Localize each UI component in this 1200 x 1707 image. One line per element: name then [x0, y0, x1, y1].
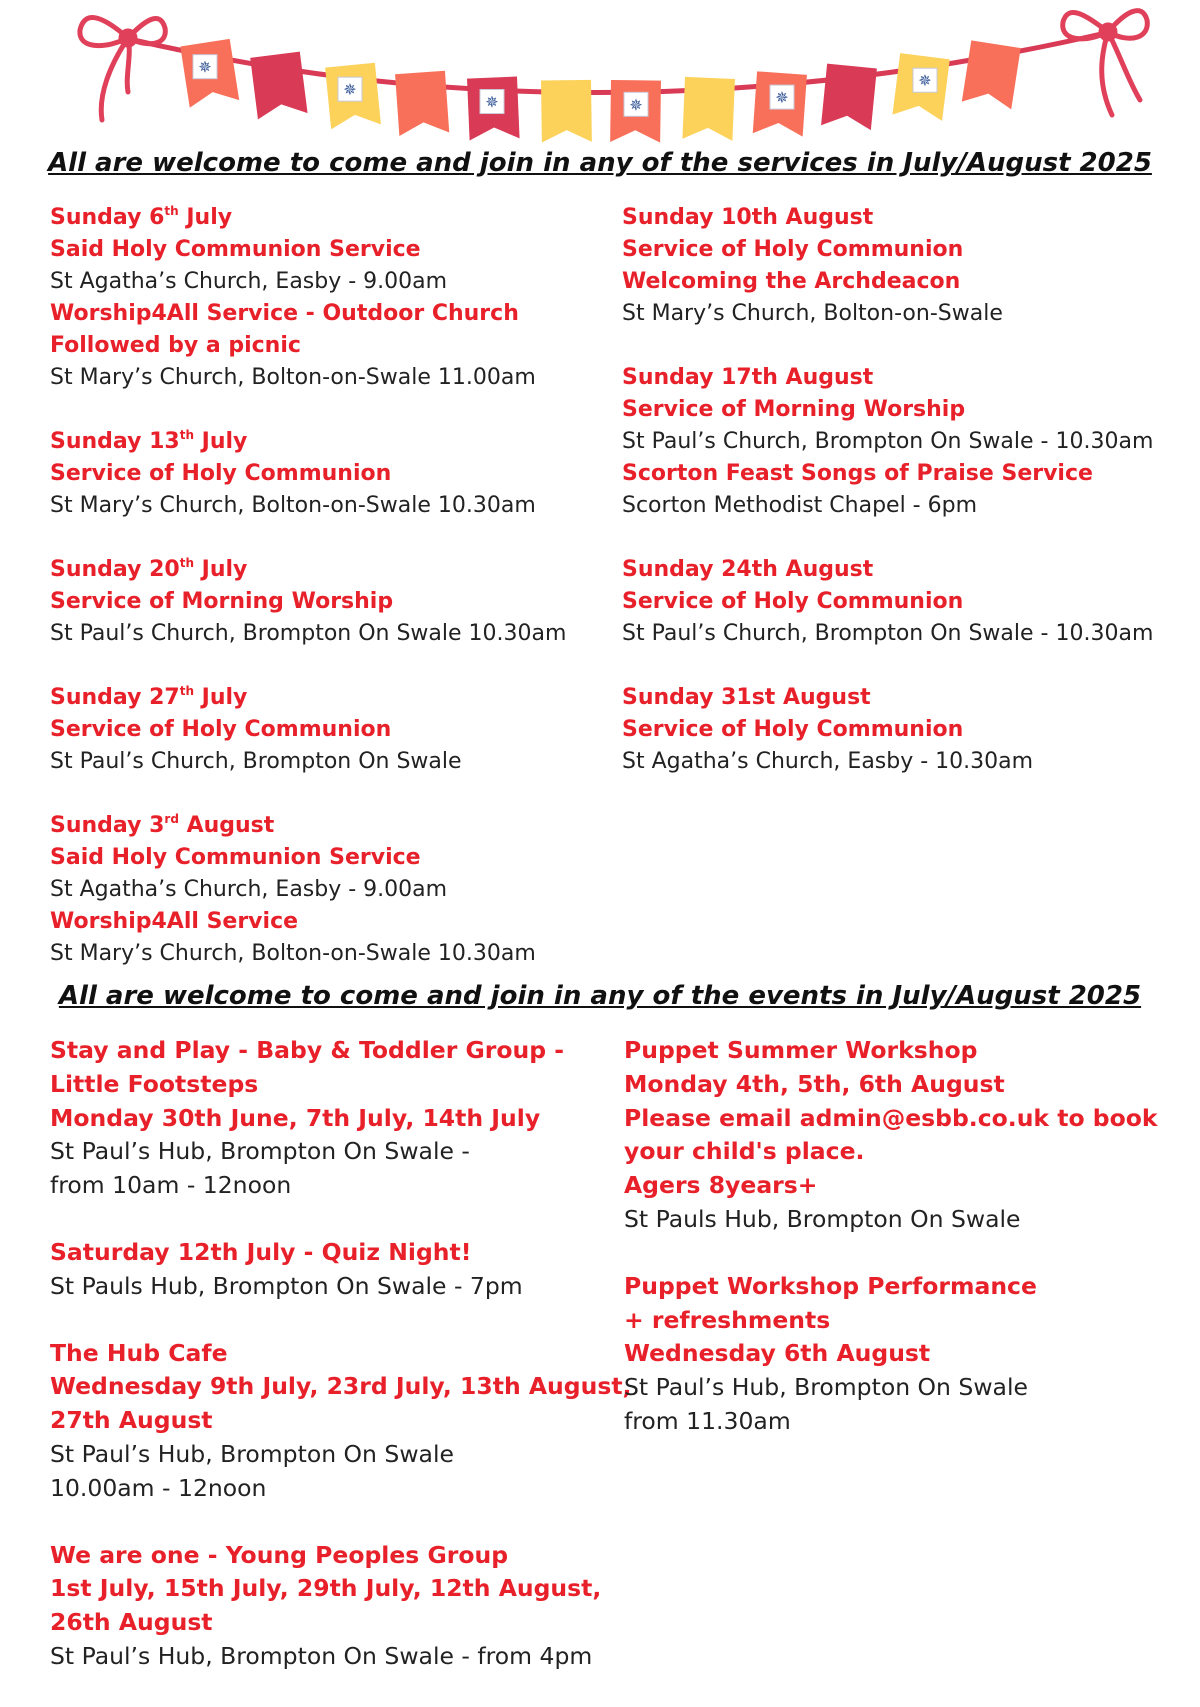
listing-entry [50, 682, 566, 778]
listing-detail-line: 10.00am - 12noon [50, 1473, 267, 1502]
listing-title-line: Sunday 31st August [622, 685, 871, 710]
bunting-flag [962, 40, 1021, 109]
events-right-column [624, 1034, 1158, 1472]
listing-title-line: Wednesday 6th August [624, 1339, 931, 1368]
flag-emblem-glyph: ✵ [485, 92, 499, 112]
listing-detail-line: St Mary’s Church, Bolton-on-Swale 10.30am [50, 493, 536, 518]
listing-entry [622, 682, 1153, 778]
listing-detail-line: St Paul’s Church, Brompton On Swale - 10.30am [622, 621, 1154, 646]
listing-title-line: Said Holy Communion Service [50, 237, 421, 262]
listing-title-line: Worship4All Service [50, 909, 299, 934]
listing-detail-line: Scorton Methodist Chapel - 6pm [622, 493, 978, 518]
listing-title-line: Followed by a picnic [50, 333, 301, 358]
flag-emblem-glyph: ✵ [629, 95, 643, 115]
listing-detail-line: from 11.30am [624, 1406, 791, 1435]
bunting-banner [0, 0, 1200, 150]
ordinal-suffix: rd [164, 812, 179, 826]
listing-title-line: Sunday 10th August [622, 205, 874, 230]
listing-title-line: Service of Morning Worship [622, 397, 966, 422]
listing-detail-line: St Paul’s Church, Brompton On Swale [50, 749, 462, 774]
listing-detail-line: St Mary’s Church, Bolton-on-Swale [622, 301, 1003, 326]
listing-entry [50, 202, 566, 394]
listing-detail-line: St Paul’s Church, Brompton On Swale 10.30am [50, 621, 567, 646]
listing-detail-line: St Paul’s Hub, Brompton On Swale [50, 1439, 454, 1468]
flag-emblem-glyph: ✵ [775, 88, 789, 108]
listing-detail-line: St Pauls Hub, Brompton On Swale [624, 1204, 1021, 1233]
ribbon-bow-icon [80, 18, 165, 120]
listing-entry [50, 1034, 631, 1203]
flag-emblem-glyph: ✵ [198, 57, 212, 77]
ordinal-suffix: th [164, 204, 179, 218]
bunting-flag [250, 52, 307, 120]
listing-title-line: Monday 4th, 5th, 6th August [624, 1069, 1005, 1098]
flag-emblem-glyph: ✵ [343, 80, 357, 100]
listing-title-line: We are one - Young Peoples Group [50, 1540, 509, 1569]
listing-entry [624, 1270, 1158, 1439]
events-left-column [50, 1034, 631, 1707]
listing-detail-line: from 10am - 12noon [50, 1171, 292, 1200]
listing-title-line: Service of Holy Communion [50, 717, 392, 742]
listing-detail-line: St Mary’s Church, Bolton-on-Swale 11.00am [50, 365, 536, 390]
listing-title-line: Worship4All Service - Outdoor Church [50, 301, 519, 326]
listing-entry [50, 1236, 631, 1304]
listing-detail-line: St Mary’s Church, Bolton-on-Swale 10.30am [50, 941, 536, 966]
listing-title-line: Service of Morning Worship [50, 589, 394, 614]
ribbon-bow-icon [1063, 11, 1148, 115]
listing-entry [50, 1539, 631, 1674]
listing-title-line: Stay and Play - Baby & Toddler Group - [50, 1036, 564, 1064]
listing-title-line: Wednesday 9th July, 23rd July, 13th August, [50, 1372, 632, 1401]
listing-entry [622, 202, 1153, 330]
listing-entry [50, 1337, 631, 1506]
listing-detail-line: St Paul’s Hub, Brompton On Swale [624, 1373, 1028, 1402]
listing-detail-line: St Paul’s Hub, Brompton On Swale - from 4pm [50, 1641, 593, 1670]
listing-entry [622, 362, 1153, 522]
listing-entry [50, 554, 566, 650]
listing-title-line: Little Footsteps [50, 1069, 259, 1098]
listing-entry [622, 554, 1153, 650]
listing-title-line: Service of Holy Communion [50, 461, 392, 486]
listing-detail-line: St Agatha’s Church, Easby - 9.00am [50, 269, 448, 294]
listing-detail-line: St Paul’s Hub, Brompton On Swale - [50, 1137, 470, 1166]
ordinal-suffix: th [179, 556, 194, 570]
listing-title-line: Sunday 20th July [50, 556, 248, 582]
listing-detail-line: St Agatha’s Church, Easby - 10.30am [622, 749, 1034, 774]
listing-title-line: Saturday 12th July - Quiz Night! [50, 1237, 472, 1266]
listing-title-line: Monday 30th June, 7th July, 14th July [50, 1103, 541, 1132]
listing-title-line: Sunday 6th July [50, 204, 233, 230]
listing-detail-line: St Paul’s Church, Brompton On Swale - 10.30am [622, 429, 1154, 454]
listing-title-line: Scorton Feast Songs of Praise Service [622, 461, 1093, 486]
services-right-column [622, 202, 1153, 810]
ordinal-suffix: th [179, 428, 194, 442]
listing-title-line: Sunday 3rd August [50, 812, 275, 838]
listing-entry [50, 426, 566, 522]
listing-title-line: Said Holy Communion Service [50, 845, 421, 870]
listing-title-line: Puppet Summer Workshop [624, 1036, 978, 1064]
listing-title-line: Service of Holy Communion [622, 589, 964, 614]
listing-title-line: Please email admin@esbb.co.uk to book [624, 1103, 1158, 1132]
ordinal-suffix: th [179, 684, 194, 698]
listing-title-line: 27th August [50, 1406, 213, 1435]
listing-title-line: your child's place. [624, 1137, 865, 1166]
bunting-flag [682, 77, 735, 141]
listing-title-line: Puppet Workshop Performance [624, 1271, 1037, 1300]
listing-title-line: Welcoming the Archdeacon [622, 269, 961, 294]
listing-title-line: Sunday 27th July [50, 684, 248, 710]
listing-detail-line: St Agatha’s Church, Easby - 9.00am [50, 877, 448, 902]
listing-title-line: 26th August [50, 1608, 213, 1637]
listing-title-line: Agers 8years+ [624, 1171, 818, 1200]
listing-detail-line: St Pauls Hub, Brompton On Swale - 7pm [50, 1271, 523, 1300]
events-heading: All are welcome to come and join in any of the events in July/August 2025 [58, 981, 1142, 1011]
listing-entry [624, 1034, 1158, 1237]
bunting-flag [395, 71, 449, 136]
listing-title-line: Service of Holy Communion [622, 717, 964, 742]
bunting-flag [541, 80, 592, 143]
listing-entry [50, 810, 566, 970]
services-left-column [50, 202, 566, 1002]
flag-emblem-glyph: ✵ [918, 71, 932, 91]
listing-title-line: The Hub Cafe [50, 1338, 228, 1367]
listing-title-line: Sunday 24th August [622, 557, 874, 582]
bunting-flag [821, 64, 877, 131]
listing-title-line: Sunday 17th August [622, 365, 874, 390]
listing-title-line: + refreshments [624, 1305, 831, 1334]
listing-title-line: Service of Holy Communion [622, 237, 964, 262]
listing-title-line: Sunday 13th July [50, 428, 248, 454]
services-heading: All are welcome to come and join in any of the services in July/August 2025 [48, 148, 1152, 178]
listing-title-line: 1st July, 15th July, 29th July, 12th August, [50, 1574, 602, 1603]
